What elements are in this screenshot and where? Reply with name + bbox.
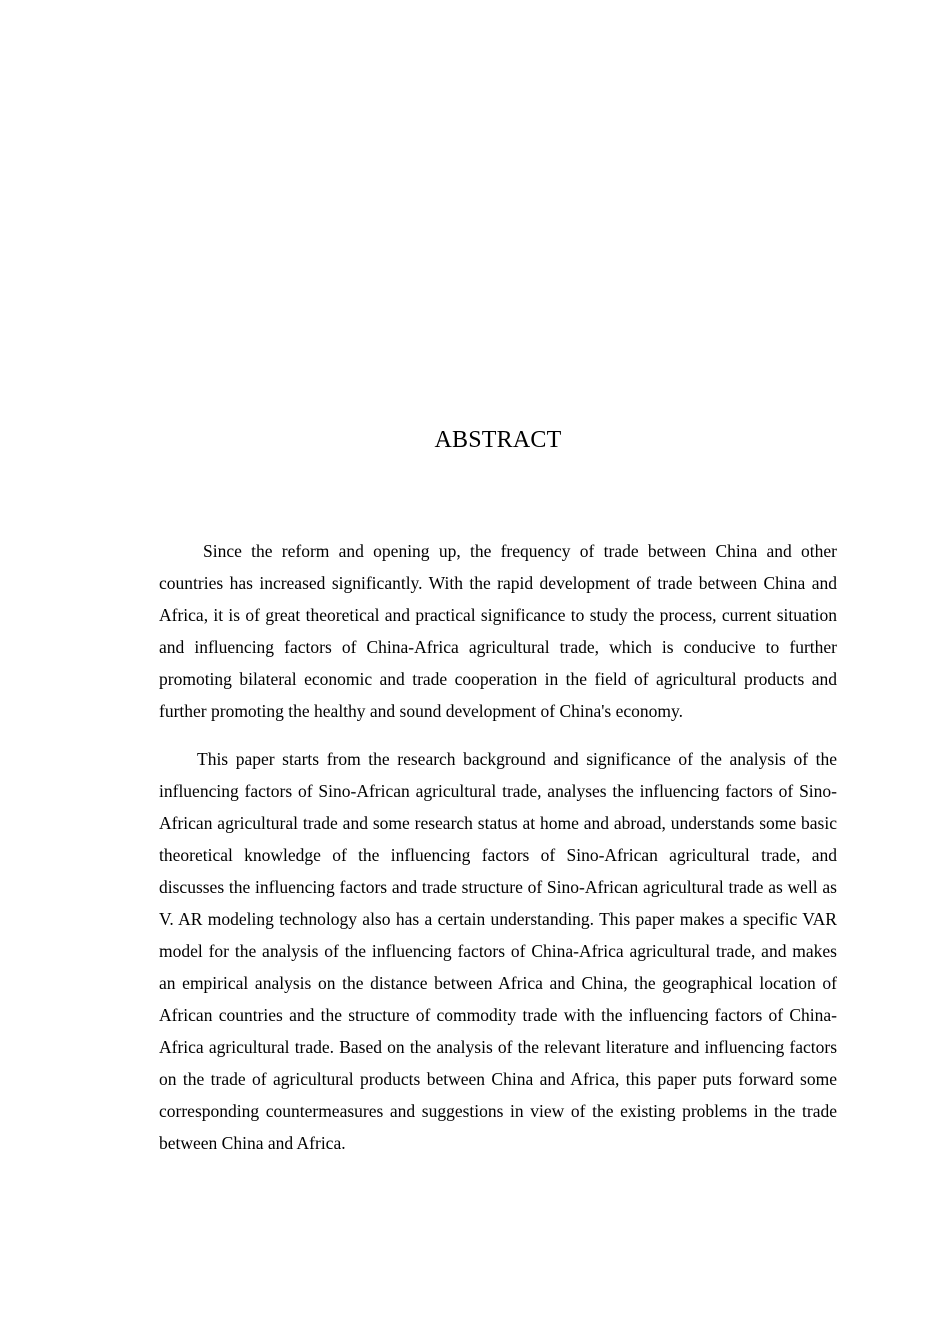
abstract-paragraph-1: Since the reform and opening up, the frequency of trade between China and other countries has increased significantly. With the rapid development of trade between China and Africa, it is of great theoretical and practical significance to study the process, current situation and influencing factors of China-Africa agricultural trade, which is conducive to further promoting bilateral economic and trade cooperation in the field of agricultural products and further promoting the healthy and sound development of China's economy. — [159, 541, 837, 721]
abstract-paragraph-2: This paper starts from the research background and significance of the analysis of the influencing factors of Sino-African agricultural trade, analyses the influencing factors of Sino-African agricultural trade and some research status at home and abroad, understands some basic theoretical knowledge of the influencing factors of Sino-African agricultural trade, and discusses the influencing factors and trade structure of Sino-African agricultural trade as well as V. AR modeling technology also has a certain understanding. This paper makes a specific VAR model for the analysis of the influencing factors of China-Africa agricultural trade, and makes an empirical analysis on the distance between Africa and China, the geographical location of African countries and the structure of commodity trade with the influencing factors of China-Africa agricultural trade. Based on the analysis of the relevant literature and influencing factors on the trade of agricultural products between China and Africa, this paper puts forward some corresponding countermeasures and suggestions in view of the existing problems in the trade between China and Africa. — [159, 749, 837, 1153]
abstract-title: ABSTRACT — [434, 427, 562, 453]
abstract-body — [159, 535, 837, 1175]
